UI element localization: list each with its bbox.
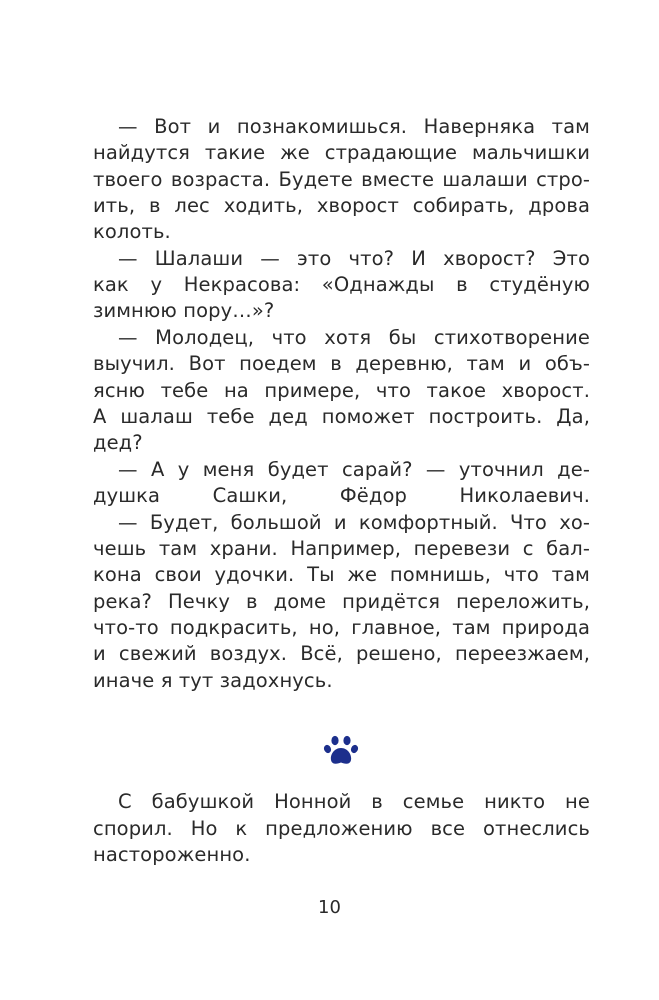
text-line: колоть. xyxy=(93,220,171,243)
text-line: твоего возраста. Будете вместе шалаши стро- xyxy=(93,168,590,191)
text-line: спорил. Но к предложению все отнеслись xyxy=(93,817,590,840)
text-line: — А у меня будет сарай? — уточнил де- xyxy=(118,458,590,481)
text-line: как у Некрасова: «Однажды в студёную xyxy=(93,273,590,296)
text-line: найдутся такие же страдающие мальчишки xyxy=(93,141,590,164)
text-line: кона свои удочки. Ты же помнишь, что там xyxy=(93,563,590,586)
text-line: душка Сашки, Фёдор Николаевич. xyxy=(93,484,590,507)
text-line: — Шалаши — это что? И хворост? Это xyxy=(118,247,590,270)
text-line: иначе я тут задохнусь. xyxy=(93,669,333,692)
text-line: дед? xyxy=(93,431,143,454)
text-line: ить, в лес ходить, хворост собирать, дрова xyxy=(93,194,590,217)
text-line: зимнюю пору…»? xyxy=(93,299,275,322)
text-line: А шалаш тебе дед поможет построить. Да, xyxy=(93,405,590,428)
text-line: — Вот и познакомишься. Наверняка там xyxy=(118,115,590,138)
text-line: — Молодец, что хотя бы стихотворение xyxy=(118,326,590,349)
text-line: настороженно. xyxy=(93,843,251,866)
text-line: ясню тебе на примере, что такое хворост. xyxy=(93,379,590,402)
paw-print-icon xyxy=(323,734,359,768)
text-line: что-то подкрасить, но, главное, там природа xyxy=(93,616,590,639)
text-line: чешь там храни. Например, перевези с бал- xyxy=(93,537,590,560)
text-line: С бабушкой Нонной в семье никто не xyxy=(118,790,590,813)
text-line: выучил. Вот поедем в деревню, там и объ- xyxy=(93,352,590,375)
text-line: — Будет, большой и комфортный. Что хо- xyxy=(118,511,590,534)
text-line: река? Печку в доме придётся переложить, xyxy=(93,590,590,613)
text-line: и свежий воздух. Всё, решено, переезжаем, xyxy=(93,642,590,665)
page-number: 10 xyxy=(318,897,341,918)
